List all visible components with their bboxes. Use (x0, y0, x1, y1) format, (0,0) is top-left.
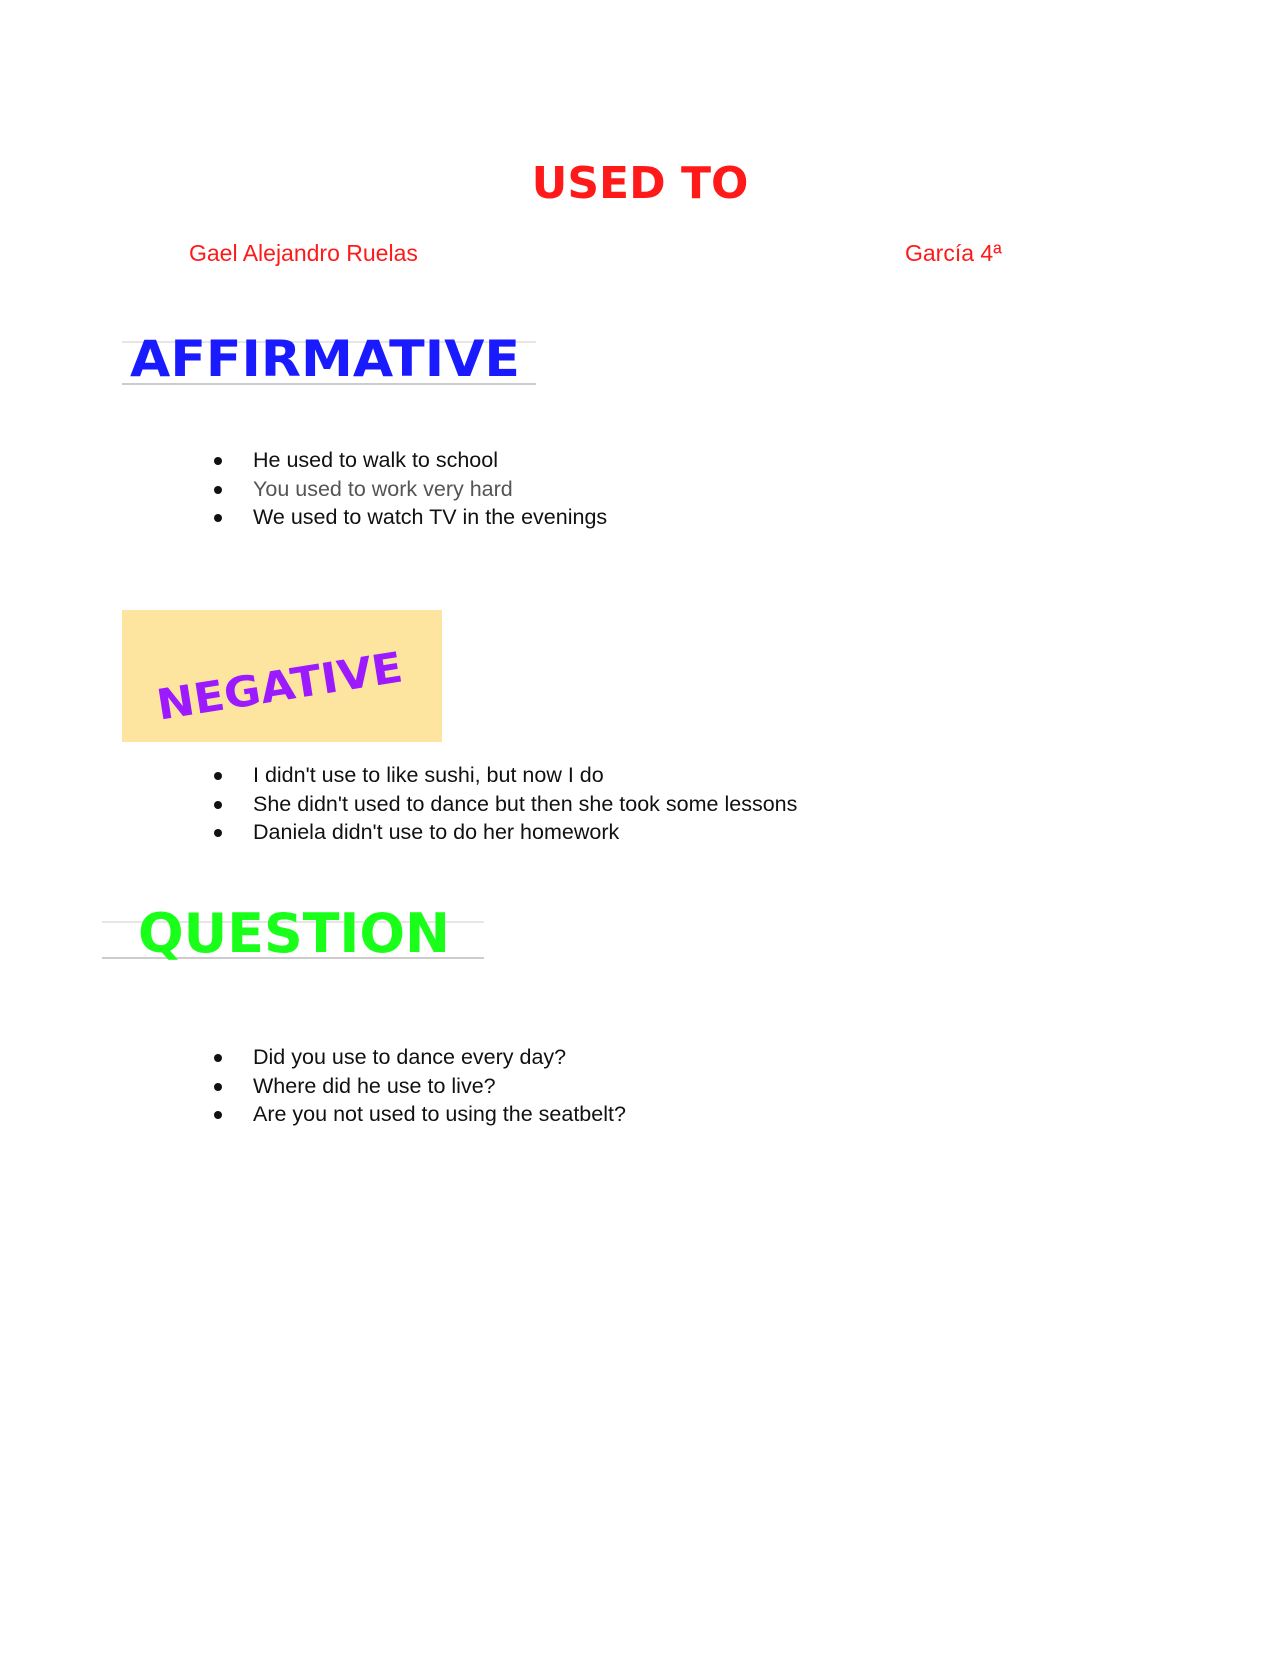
author-group: García 4ª (905, 240, 1002, 266)
question-heading-text: QUESTION (138, 902, 450, 962)
negative-heading-text: NEGATIVE (153, 644, 392, 730)
affirmative-list (210, 446, 607, 532)
bullet-icon (214, 1054, 222, 1062)
title-wordart (530, 152, 750, 212)
bullet-icon (214, 829, 222, 837)
affirmative-heading-text: AFFIRMATIVE (130, 330, 520, 388)
bullet-icon (214, 772, 222, 780)
list-item: You used to work very hard (210, 475, 607, 504)
list-item: We used to watch TV in the evenings (210, 503, 607, 532)
list-item: I didn't use to like sushi, but now I do (210, 761, 797, 790)
negative-list (210, 761, 797, 847)
question-list (210, 1043, 626, 1129)
bullet-icon (214, 514, 222, 522)
question-heading (102, 896, 484, 967)
author-name: Gael Alejandro Ruelas (189, 240, 418, 266)
list-item: Are you not used to using the seatbelt? (210, 1100, 626, 1129)
bullet-icon (214, 1111, 222, 1119)
list-item: She didn't used to dance but then she took some lessons (210, 790, 797, 819)
negative-heading (122, 610, 442, 747)
list-item: Did you use to dance every day? (210, 1043, 626, 1072)
bullet-icon (214, 1083, 222, 1091)
affirmative-heading (122, 326, 536, 393)
bullet-icon (214, 801, 222, 809)
bullet-icon (214, 486, 222, 494)
list-item: He used to walk to school (210, 446, 607, 475)
title-text: USED TO (531, 158, 749, 209)
list-item: Daniela didn't use to do her homework (210, 818, 797, 847)
page-title (0, 152, 1280, 212)
bullet-icon (214, 457, 222, 465)
list-item: Where did he use to live? (210, 1072, 626, 1101)
